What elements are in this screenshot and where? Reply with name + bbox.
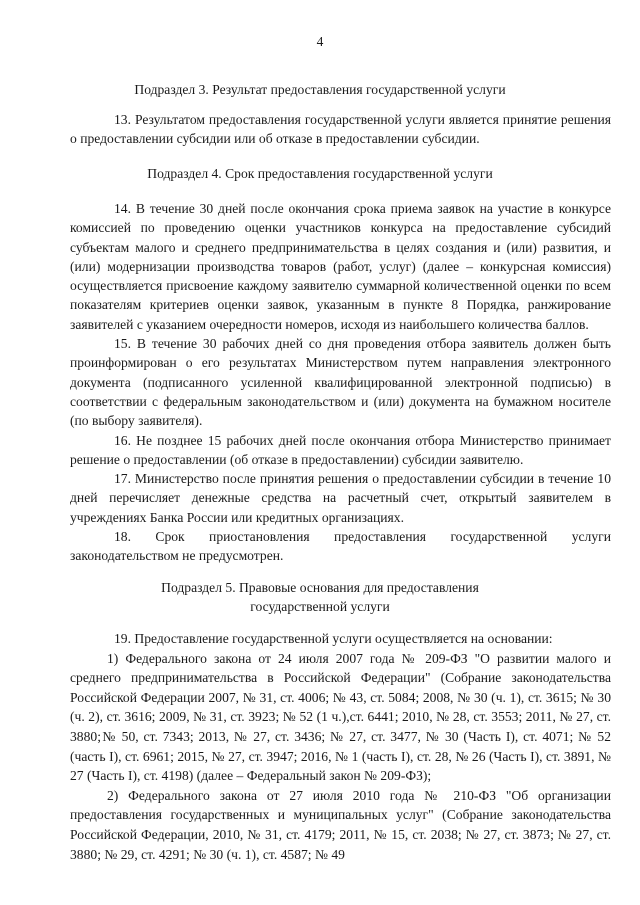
paragraph-13: 13. Результатом предоставления государственной услуги является принятие решения о предоставлении субсидии или об отказе в предоставлении субсидии. [70,112,611,147]
paragraph-15: 15. В течение 30 рабочих дней со дня проведения отбора заявитель должен быть проинформирован о его результатах Министерством путем направления электронного документа (подписанного усиленной квалифицированной электронной подписью) в соответствии с федеральным законодательством и (или) документа на бумажном носителе (по выбору заявителя). [70,336,611,429]
paragraph-19: 19. Предоставление государственной услуги осуществляется на основании: [114,631,553,646]
subsection-5-heading [0,578,640,616]
page-number: 4 [316,34,324,49]
paragraph-19-item-2: 2) Федерального закона от 27 июля 2010 года № 210-ФЗ "Об организации предоставления государственных и муниципальных услуг" (Собрание законодательства Российской Федерации, 2010, № 31, ст. 4179; 2011, № 15, ст. 2038; № 27, ст. 3873; № 27, ст. 3880; № 29, ст. 4291; № 30 (ч. 1), ст. 4587; № 49 [70,787,611,862]
subsection-5-heading-line-1: Подраздел 5. Правовые основания для предоставления [161,580,479,595]
subsection-4-body [70,199,611,566]
subsection-5-heading-line-2: государственной услуги [250,599,390,614]
paragraph-19-item-1: 1) Федерального закона от 24 июля 2007 года № 209-ФЗ "О развитии малого и среднего предпринимательства в Российской Федерации" (Собрание законодательства Российской Федерации 2007, № 31, ст. 4006; № 43, ст. 5084; 2008, № 30 (ч. 1), ст. 3615; № 30 (ч. 2), ст. 3616; 2009, № 31, ст. 3923; № 52 (1 ч.),ст. 6441; 2010, № 28, ст. 3553; 2011, № 27, ст. 3880;№ 50, ст. 7343; 2013, № 27, ст. 3436; № 27, ст. 3477, № 30 (Часть I), ст. 4071; № 52 (часть I), ст. 6961; 2015, № 27, ст. 3947; 2016, № 1 (часть I), ст. 28, № 26 (Часть I), ст. 3891, № 27 (Часть I), ст. 4198) (далее – Федеральный закон № 209-ФЗ); [70,650,611,784]
subsection-5-body [70,629,611,864]
subsection-3-heading: Подраздел 3. Результат предоставления государственной услуги [134,82,506,97]
subsection-3-body [70,110,611,149]
paragraph-17: 17. Министерство после принятия решения о предоставлении субсидии в течение 10 дней перечисляет денежные средства на расчетный счет, открытый заявителем в учреждениях Банка России или кредитных организациях. [70,471,611,525]
subsection-4-heading: Подраздел 4. Срок предоставления государственной услуги [147,166,493,181]
paragraph-14: 14. В течение 30 дней после окончания срока приема заявок на участие в конкурсе комиссией по проведению оценки участников конкурса на предоставление субсидий субъектам малого и среднего предпринимательства в целях создания и (или) развития, и (или) модернизации производства товаров (работ, услуг) (далее – конкурсная комиссия) осуществляется присвоение каждому заявителю суммарной количественной оценки по всем показателям критериев оценки заявок, указанным в пункте 8 Порядка, ранжирование заявителей с указанием очередности номеров, исходя из наибольшего количества баллов. [70,201,611,332]
paragraph-18: 18. Срок приостановления предоставления государственной услуги законодательством не предусмотрен. [70,529,611,564]
paragraph-16: 16. Не позднее 15 рабочих дней после окончания отбора Министерство принимает решение о предоставлении (об отказе в предоставлении) субсидии заявителю. [70,432,611,467]
